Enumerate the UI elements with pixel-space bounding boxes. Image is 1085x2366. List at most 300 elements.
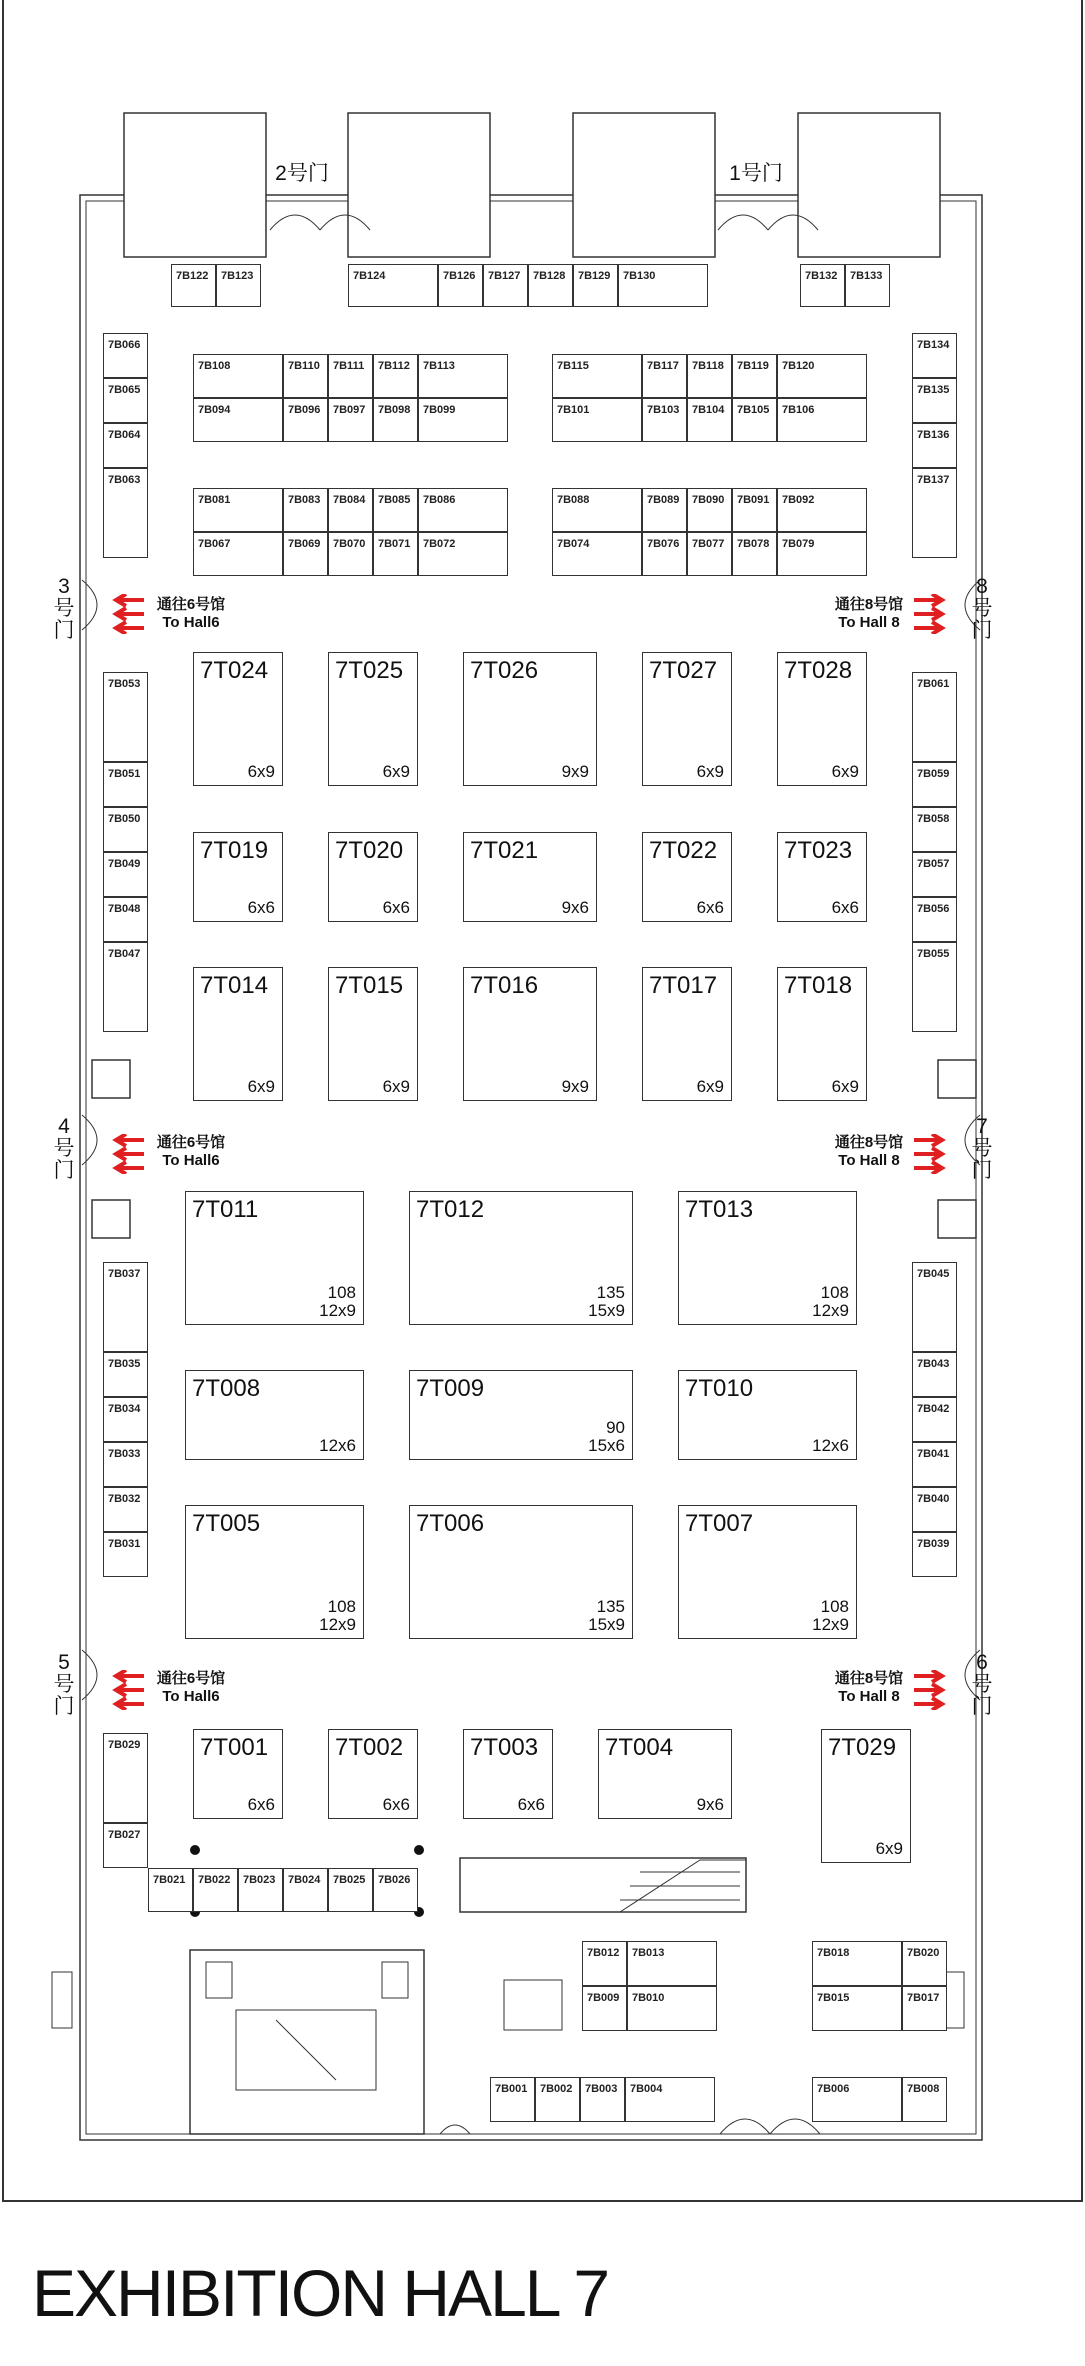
booth-id: 7T025: [335, 657, 404, 684]
small-booth-7b013[interactable]: [627, 1941, 717, 1986]
booth-id: 7B099: [423, 404, 456, 416]
small-booth-7b118[interactable]: [687, 354, 732, 398]
small-booth-7b061[interactable]: [912, 672, 957, 762]
booth-id: 7B119: [737, 360, 769, 372]
dir-en: To Hall6: [162, 1688, 220, 1705]
small-booth-7b094[interactable]: [193, 398, 283, 442]
small-booth-7b034[interactable]: [103, 1397, 148, 1442]
booth-id: 7T009: [416, 1375, 485, 1402]
booth-size: [562, 1078, 589, 1096]
large-booth-7t020[interactable]: [328, 832, 418, 922]
small-booth-7b018[interactable]: [812, 1941, 902, 1986]
small-booth-7b026[interactable]: [373, 1868, 418, 1912]
small-booth-7b042[interactable]: [912, 1397, 957, 1442]
small-booth-7b024[interactable]: [283, 1868, 328, 1912]
small-booth-7b124[interactable]: [348, 264, 438, 307]
small-booth-7b039[interactable]: [912, 1532, 957, 1577]
dir-en: To Hall 8: [838, 1152, 900, 1169]
small-booth-7b128[interactable]: [528, 264, 573, 307]
booth-id: 7B045: [917, 1268, 950, 1280]
gate-2-label: 2号门: [275, 162, 329, 185]
small-booth-7b053[interactable]: [103, 672, 148, 762]
booth-id: 7B134: [917, 339, 950, 351]
small-booth-7b115[interactable]: [552, 354, 642, 398]
booth-id: 7B026: [378, 1874, 411, 1886]
small-booth-7b117[interactable]: [642, 354, 687, 398]
small-booth-7b130[interactable]: [618, 264, 708, 307]
booth-id: 7B132: [805, 270, 838, 282]
booth-id: 7T002: [335, 1734, 404, 1761]
booth-size: [248, 1796, 275, 1814]
dir-cn: 通往8号馆: [834, 1134, 904, 1151]
small-booth-7b031[interactable]: [103, 1532, 148, 1577]
booth-id: 7B110: [288, 360, 320, 372]
booth-id: 7B085: [378, 494, 411, 506]
small-booth-7b004[interactable]: [625, 2077, 715, 2122]
booth-id: 7B002: [540, 2083, 573, 2095]
booth-id: 7B130: [623, 270, 656, 282]
booth-id: 7B025: [333, 1874, 366, 1886]
booth-id: 7B086: [423, 494, 456, 506]
booth-id: 7B077: [692, 538, 725, 550]
large-booth-7t006[interactable]: [409, 1505, 633, 1639]
large-booth-7t003[interactable]: [463, 1729, 553, 1819]
booth-dimensions: 6x6: [247, 1795, 275, 1814]
small-booth-7b008[interactable]: [902, 2077, 947, 2122]
small-booth-7b010[interactable]: [627, 1986, 717, 2031]
booth-id: 7T006: [416, 1510, 485, 1537]
booth-id: 7B113: [423, 360, 455, 372]
booth-id: 7B024: [288, 1874, 321, 1886]
small-booth-7b040[interactable]: [912, 1487, 957, 1532]
booth-id: 7B089: [647, 494, 680, 506]
booth-id: 7B033: [108, 1448, 141, 1460]
booth-id: 7T019: [200, 837, 269, 864]
booth-id: 7B118: [692, 360, 724, 372]
large-booth-7t005[interactable]: [185, 1505, 364, 1639]
booth-id: 7B031: [108, 1538, 141, 1550]
small-booth-7b098[interactable]: [373, 398, 418, 442]
small-booth-7b071[interactable]: [373, 532, 418, 576]
booth-id: 7B017: [907, 1992, 940, 2004]
booth-id: 7B064: [108, 429, 141, 441]
booth-dimensions: 6x9: [875, 1839, 903, 1858]
booth-id: 7B104: [692, 404, 725, 416]
small-booth-7b110[interactable]: [283, 354, 328, 398]
gate-6-label: 6 号 门: [971, 1651, 993, 1718]
booth-size: [383, 899, 410, 917]
booth-id: 7T003: [470, 1734, 539, 1761]
small-booth-7b032[interactable]: [103, 1487, 148, 1532]
small-booth-7b132[interactable]: [800, 264, 845, 307]
small-booth-7b067[interactable]: [193, 532, 283, 576]
large-booth-7t011[interactable]: [185, 1191, 364, 1325]
small-booth-7b003[interactable]: [580, 2077, 625, 2122]
gate-4-label: 4 号 门: [53, 1115, 75, 1182]
small-booth-7b015[interactable]: [812, 1986, 902, 2031]
booth-id: 7B101: [557, 404, 590, 416]
booth-dimensions: 6x6: [831, 898, 859, 917]
small-booth-7b050[interactable]: [103, 807, 148, 852]
booth-size: [319, 1284, 356, 1320]
small-booth-7b127[interactable]: [483, 264, 528, 307]
booth-size: [383, 1796, 410, 1814]
booth-id: 7B124: [353, 270, 386, 282]
dir-en: To Hall6: [162, 1152, 220, 1169]
booth-id: 7T007: [685, 1510, 754, 1537]
small-booth-7b065[interactable]: [103, 378, 148, 423]
booth-id: 7T029: [828, 1734, 897, 1761]
dir-en: To Hall 8: [838, 614, 900, 631]
booth-area: 108: [327, 1597, 356, 1616]
small-booth-7b021[interactable]: [148, 1868, 193, 1912]
small-booth-7b090[interactable]: [687, 488, 732, 532]
small-booth-7b106[interactable]: [777, 398, 867, 442]
booth-area: 90: [606, 1418, 625, 1437]
large-booth-7t028[interactable]: [777, 652, 867, 786]
small-booth-7b063[interactable]: [103, 468, 148, 558]
booth-size: [588, 1598, 625, 1634]
booth-id: 7B013: [632, 1947, 665, 1959]
booth-dimensions: 6x9: [382, 1077, 410, 1096]
small-booth-7b085[interactable]: [373, 488, 418, 532]
small-booth-7b105[interactable]: [732, 398, 777, 442]
small-booth-7b096[interactable]: [283, 398, 328, 442]
booth-id: 7B081: [198, 494, 231, 506]
small-booth-7b020[interactable]: [902, 1941, 947, 1986]
booth-id: 7B037: [108, 1268, 141, 1280]
large-booth-7t013[interactable]: [678, 1191, 857, 1325]
small-booth-7b074[interactable]: [552, 532, 642, 576]
booth-id: 7B034: [108, 1403, 141, 1415]
gate-3-label: 3 号 门: [53, 575, 75, 642]
booth-id: 7B129: [578, 270, 611, 282]
booth-id: 7B057: [917, 858, 950, 870]
booth-dimensions: 6x6: [382, 898, 410, 917]
small-booth-7b104[interactable]: [687, 398, 732, 442]
booth-id: 7B065: [108, 384, 141, 396]
small-booth-7b041[interactable]: [912, 1442, 957, 1487]
small-booth-7b083[interactable]: [283, 488, 328, 532]
small-booth-7b066[interactable]: [103, 333, 148, 378]
large-booth-7t029[interactable]: [821, 1729, 911, 1863]
large-booth-7t009[interactable]: [409, 1370, 633, 1460]
booth-id: 7B076: [647, 538, 680, 550]
booth-dimensions: 12x6: [812, 1436, 849, 1455]
small-booth-7b027[interactable]: [103, 1823, 148, 1868]
large-booth-7t015[interactable]: [328, 967, 418, 1101]
booth-area: 108: [820, 1283, 849, 1302]
small-booth-7b103[interactable]: [642, 398, 687, 442]
booth-id: 7B090: [692, 494, 725, 506]
large-booth-7t016[interactable]: [463, 967, 597, 1101]
booth-id: 7T012: [416, 1196, 485, 1223]
booth-area: 108: [327, 1283, 356, 1302]
dir-en: To Hall 8: [838, 1688, 900, 1705]
booth-id: 7B126: [443, 270, 476, 282]
booth-id: 7B009: [587, 1992, 620, 2004]
booth-id: 7T021: [470, 837, 539, 864]
booth-dimensions: 15x6: [588, 1436, 625, 1455]
booth-id: 7T026: [470, 657, 539, 684]
large-booth-7t014[interactable]: [193, 967, 283, 1101]
small-booth-7b048[interactable]: [103, 897, 148, 942]
booth-size: [319, 1437, 356, 1455]
booth-dimensions: 12x9: [812, 1301, 849, 1320]
booth-id: 7B053: [108, 678, 141, 690]
booth-id: 7B027: [108, 1829, 141, 1841]
dir-en: To Hall6: [162, 614, 220, 631]
small-booth-7b137[interactable]: [912, 468, 957, 558]
booth-area: 108: [820, 1597, 849, 1616]
small-booth-7b086[interactable]: [418, 488, 508, 532]
booth-id: 7B063: [108, 474, 141, 486]
small-booth-7b012[interactable]: [582, 1941, 627, 1986]
booth-id: 7B070: [333, 538, 366, 550]
small-booth-7b058[interactable]: [912, 807, 957, 852]
small-booth-7b070[interactable]: [328, 532, 373, 576]
booth-size: [876, 1840, 903, 1858]
arrow-left-5-icon: [108, 1670, 146, 1710]
small-booth-7b135[interactable]: [912, 378, 957, 423]
small-booth-7b092[interactable]: [777, 488, 867, 532]
booth-dimensions: 6x9: [831, 1077, 859, 1096]
booth-id: 7T014: [200, 972, 269, 999]
large-booth-7t026[interactable]: [463, 652, 597, 786]
booth-id: 7B061: [917, 678, 950, 690]
small-booth-7b099[interactable]: [418, 398, 508, 442]
small-booth-7b101[interactable]: [552, 398, 642, 442]
booth-id: 7T004: [605, 1734, 674, 1761]
small-booth-7b055[interactable]: [912, 942, 957, 1032]
dir-hall8-7: [826, 1134, 912, 1170]
small-booth-7b079[interactable]: [777, 532, 867, 576]
booth-size: [562, 763, 589, 781]
small-booth-7b001[interactable]: [490, 2077, 535, 2122]
booth-id: 7B136: [917, 429, 950, 441]
small-booth-7b112[interactable]: [373, 354, 418, 398]
booth-id: 7T015: [335, 972, 404, 999]
large-booth-7t025[interactable]: [328, 652, 418, 786]
large-booth-7t007[interactable]: [678, 1505, 857, 1639]
small-booth-7b029[interactable]: [103, 1733, 148, 1823]
small-booth-7b022[interactable]: [193, 1868, 238, 1912]
small-booth-7b078[interactable]: [732, 532, 777, 576]
gate-5-label: 5 号 门: [53, 1651, 75, 1718]
booth-dimensions: 9x6: [561, 898, 589, 917]
booth-id: 7B049: [108, 858, 141, 870]
booth-id: 7B083: [288, 494, 321, 506]
small-booth-7b111[interactable]: [328, 354, 373, 398]
small-booth-7b025[interactable]: [328, 1868, 373, 1912]
booth-id: 7B094: [198, 404, 231, 416]
booth-size: [248, 1078, 275, 1096]
booth-id: 7B108: [198, 360, 231, 372]
booth-id: 7B117: [647, 360, 679, 372]
small-booth-7b043[interactable]: [912, 1352, 957, 1397]
small-booth-7b045[interactable]: [912, 1262, 957, 1352]
small-booth-7b091[interactable]: [732, 488, 777, 532]
booth-id: 7B067: [198, 538, 231, 550]
booth-id: 7B066: [108, 339, 141, 351]
bottom-border: [2, 2200, 1083, 2202]
large-booth-7t027[interactable]: [642, 652, 732, 786]
booth-id: 7T016: [470, 972, 539, 999]
small-booth-7b017[interactable]: [902, 1986, 947, 2031]
booth-area: 135: [596, 1283, 625, 1302]
booth-size: [832, 1078, 859, 1096]
booth-id: 7B032: [108, 1493, 141, 1505]
booth-id: 7B004: [630, 2083, 663, 2095]
booth-id: 7B043: [917, 1358, 950, 1370]
small-booth-7b113[interactable]: [418, 354, 508, 398]
large-booth-7t021[interactable]: [463, 832, 597, 922]
booth-size: [588, 1284, 625, 1320]
booth-id: 7B041: [917, 1448, 950, 1460]
small-booth-7b097[interactable]: [328, 398, 373, 442]
booth-id: 7B137: [917, 474, 950, 486]
small-booth-7b089[interactable]: [642, 488, 687, 532]
small-booth-7b009[interactable]: [582, 1986, 627, 2031]
booth-size: [518, 1796, 545, 1814]
booth-id: 7B048: [108, 903, 141, 915]
booth-id: 7T018: [784, 972, 853, 999]
booth-id: 7B018: [817, 1947, 850, 1959]
booth-size: [562, 899, 589, 917]
large-booth-7t024[interactable]: [193, 652, 283, 786]
small-booth-7b037[interactable]: [103, 1262, 148, 1352]
small-booth-7b023[interactable]: [238, 1868, 283, 1912]
booth-id: 7B133: [850, 270, 883, 282]
small-booth-7b120[interactable]: [777, 354, 867, 398]
dir-cn: 通往8号馆: [834, 1670, 904, 1687]
booth-size: [697, 1078, 724, 1096]
booth-id: 7T013: [685, 1196, 754, 1223]
booth-id: 7B098: [378, 404, 411, 416]
booth-size: [812, 1284, 849, 1320]
small-booth-7b119[interactable]: [732, 354, 777, 398]
small-booth-7b084[interactable]: [328, 488, 373, 532]
booth-id: 7B120: [782, 360, 815, 372]
booth-id: 7T008: [192, 1375, 261, 1402]
large-booth-7t012[interactable]: [409, 1191, 633, 1325]
arrow-right-7-icon: [912, 1134, 950, 1174]
large-booth-7t010[interactable]: [678, 1370, 857, 1460]
small-booth-7b035[interactable]: [103, 1352, 148, 1397]
small-booth-7b076[interactable]: [642, 532, 687, 576]
large-booth-7t023[interactable]: [777, 832, 867, 922]
booth-dimensions: 12x9: [319, 1615, 356, 1634]
dir-hall6-3: [148, 596, 234, 632]
booth-id: 7B127: [488, 270, 521, 282]
small-booth-7b049[interactable]: [103, 852, 148, 897]
dir-hall6-5: [148, 1670, 234, 1706]
booth-id: 7B078: [737, 538, 770, 550]
booth-dimensions: 15x9: [588, 1615, 625, 1634]
booth-id: 7T020: [335, 837, 404, 864]
large-booth-7t017[interactable]: [642, 967, 732, 1101]
small-booth-7b122[interactable]: [171, 264, 216, 307]
booth-dimensions: 15x9: [588, 1301, 625, 1320]
booth-id: 7B058: [917, 813, 950, 825]
booth-id: 7B112: [378, 360, 410, 372]
arrow-right-6-icon: [912, 1670, 950, 1710]
small-booth-7b108[interactable]: [193, 354, 283, 398]
small-booth-7b081[interactable]: [193, 488, 283, 532]
large-booth-7t018[interactable]: [777, 967, 867, 1101]
booth-size: [248, 899, 275, 917]
booth-id: 7B111: [333, 360, 365, 372]
dir-hall8-8: [826, 596, 912, 632]
small-booth-7b056[interactable]: [912, 897, 957, 942]
booth-id: 7B001: [495, 2083, 528, 2095]
booth-id: 7B096: [288, 404, 321, 416]
booth-size: [832, 899, 859, 917]
booth-id: 7B128: [533, 270, 566, 282]
booth-id: 7B059: [917, 768, 950, 780]
booth-id: 7B097: [333, 404, 366, 416]
small-booth-7b126[interactable]: [438, 264, 483, 307]
booth-id: 7B084: [333, 494, 366, 506]
small-booth-7b133[interactable]: [845, 264, 890, 307]
small-booth-7b134[interactable]: [912, 333, 957, 378]
small-booth-7b088[interactable]: [552, 488, 642, 532]
small-booth-7b123[interactable]: [216, 264, 261, 307]
small-booth-7b064[interactable]: [103, 423, 148, 468]
small-booth-7b033[interactable]: [103, 1442, 148, 1487]
large-booth-7t002[interactable]: [328, 1729, 418, 1819]
small-booth-7b059[interactable]: [912, 762, 957, 807]
booth-dimensions: 6x9: [831, 762, 859, 781]
booth-id: 7T024: [200, 657, 269, 684]
large-booth-7t008[interactable]: [185, 1370, 364, 1460]
large-booth-7t001[interactable]: [193, 1729, 283, 1819]
booth-size: [832, 763, 859, 781]
booth-id: 7T027: [649, 657, 718, 684]
small-booth-7b057[interactable]: [912, 852, 957, 897]
booth-id: 7B135: [917, 384, 950, 396]
booth-size: [248, 763, 275, 781]
booth-id: 7T017: [649, 972, 718, 999]
small-booth-7b047[interactable]: [103, 942, 148, 1032]
large-booth-7t019[interactable]: [193, 832, 283, 922]
large-booth-7t022[interactable]: [642, 832, 732, 922]
booth-id: 7B010: [632, 1992, 665, 2004]
small-booth-7b072[interactable]: [418, 532, 508, 576]
booth-area: 135: [596, 1597, 625, 1616]
small-booth-7b051[interactable]: [103, 762, 148, 807]
booth-id: 7B074: [557, 538, 590, 550]
small-booth-7b006[interactable]: [812, 2077, 902, 2122]
small-booth-7b069[interactable]: [283, 532, 328, 576]
small-booth-7b002[interactable]: [535, 2077, 580, 2122]
dir-hall8-6: [826, 1670, 912, 1706]
booth-id: 7B047: [108, 948, 141, 960]
booth-size: [383, 763, 410, 781]
gate-7-label: 7 号 门: [971, 1115, 993, 1182]
small-booth-7b129[interactable]: [573, 264, 618, 307]
booth-id: 7B088: [557, 494, 590, 506]
small-booth-7b077[interactable]: [687, 532, 732, 576]
booth-id: 7T028: [784, 657, 853, 684]
large-booth-7t004[interactable]: [598, 1729, 732, 1819]
booth-dimensions: 6x9: [247, 1077, 275, 1096]
booth-dimensions: 6x6: [382, 1795, 410, 1814]
small-booth-7b136[interactable]: [912, 423, 957, 468]
booth-id: 7B022: [198, 1874, 231, 1886]
booth-id: 7B103: [647, 404, 680, 416]
booth-dimensions: 6x6: [696, 898, 724, 917]
